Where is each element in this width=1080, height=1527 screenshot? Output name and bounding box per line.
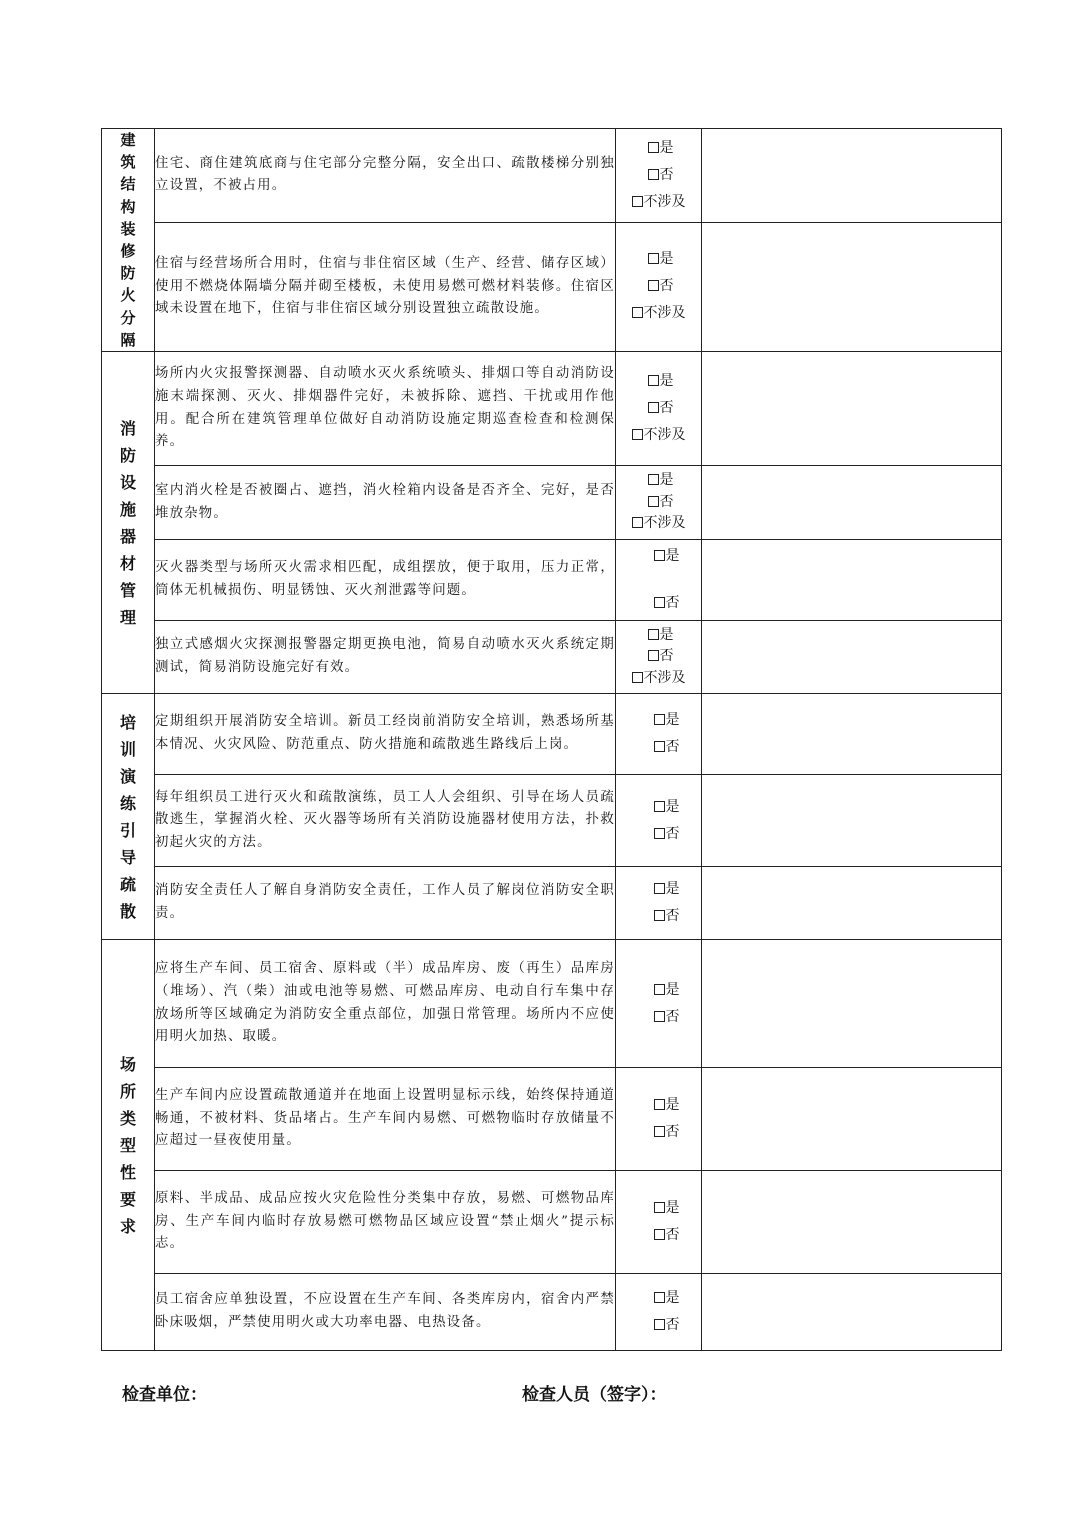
checkbox-icon[interactable] [648, 402, 659, 413]
option-no[interactable]: 否 [632, 395, 686, 422]
category-cell [102, 940, 155, 1351]
item-text: 消防安全责任人了解自身消防安全责任，工作人员了解岗位消防安全职责。 [155, 883, 615, 922]
option-na[interactable]: 不涉及 [632, 668, 686, 690]
checkbox-icon[interactable] [632, 672, 643, 683]
option-no[interactable]: 否 [632, 492, 686, 514]
option-yes[interactable]: 是 [638, 876, 680, 903]
category-cell [102, 694, 155, 940]
item-text: 定期组织开展消防安全培训。新员工经岗前消防安全培训，熟悉场所基本情况、火灾风险、防范重点、防火措施和疏散逃生路线后上岗。 [155, 714, 615, 753]
item-cell [155, 466, 616, 540]
item-text: 每年组织员工进行灭火和疏散演练，员工人人会组织、引导在场人员疏散逃生，掌握消火栓、灭火器等场所有关消防设施器材使用方法，扑救初起火灾的方法。 [155, 789, 615, 850]
category-label: 消防设施器材管理 [119, 418, 136, 627]
item-text: 住宅、商住建筑底商与住宅部分完整分隔，安全出口、疏散楼梯分别独立设置，不被占用。 [155, 155, 615, 194]
item-cell [155, 1171, 616, 1274]
option-no[interactable]: 否 [638, 821, 680, 848]
item-cell [155, 1274, 616, 1351]
category-label: 场所类型性要求 [119, 1054, 136, 1236]
option-no[interactable]: 否 [632, 162, 686, 189]
item-text: 应将生产车间、员工宿舍、原料或（半）成品库房、废（再生）品库房（堆场）、汽（柴）油或电池等易燃、可燃品库房、电动自行车集中存放场所等区域确定为消防安全重点部位，加强日常管理。场所内不应使用明火加热、取暖。 [155, 961, 615, 1045]
option-no[interactable]: 否 [632, 273, 686, 300]
remark-cell[interactable] [702, 775, 1002, 867]
table-row [102, 775, 1002, 867]
checkbox-icon[interactable] [632, 429, 643, 440]
checkbox-icon[interactable] [648, 650, 659, 661]
option-yes[interactable]: 是 [638, 794, 680, 821]
checkbox-icon[interactable] [654, 741, 665, 752]
table-row [102, 940, 1002, 1068]
remark-cell[interactable] [702, 694, 1002, 775]
item-cell [155, 352, 616, 466]
item-cell [155, 1068, 616, 1171]
checkbox-icon[interactable] [632, 196, 643, 207]
item-cell [155, 222, 616, 351]
checkbox-icon[interactable] [648, 169, 659, 180]
table-row [102, 867, 1002, 940]
option-na[interactable]: 不涉及 [632, 300, 686, 327]
option-yes[interactable]: 是 [632, 135, 686, 162]
checkbox-icon[interactable] [654, 984, 665, 995]
remark-cell[interactable] [702, 222, 1002, 351]
option-no[interactable]: 否 [638, 734, 680, 761]
item-cell [155, 940, 616, 1068]
remark-cell[interactable] [702, 867, 1002, 940]
checkbox-icon[interactable] [654, 1126, 665, 1137]
options-cell [616, 940, 702, 1068]
checkbox-icon[interactable] [654, 1099, 665, 1110]
checkbox-icon[interactable] [654, 1202, 665, 1213]
category-label: 培训演练引导疏散 [119, 712, 136, 921]
table-row [102, 222, 1002, 351]
checkbox-icon[interactable] [632, 307, 643, 318]
option-yes[interactable]: 是 [638, 707, 680, 734]
checkbox-icon[interactable] [648, 253, 659, 264]
item-text: 场所内火灾报警探测器、自动喷水灭火系统喷头、排烟口等自动消防设施末端探测、灭火、排烟器件完好，未被拆除、遮挡、干扰或用作他用。配合所在建筑管理单位做好自动消防设施定期巡查检查和检测保养。 [155, 366, 615, 450]
option-yes[interactable]: 是 [638, 1092, 680, 1119]
options-cell [616, 352, 702, 466]
checkbox-icon[interactable] [654, 1229, 665, 1240]
table-row [102, 1068, 1002, 1171]
checkbox-icon[interactable] [648, 375, 659, 386]
checkbox-icon[interactable] [648, 496, 659, 507]
table-row [102, 621, 1002, 694]
option-na[interactable]: 不涉及 [632, 422, 686, 449]
checkbox-icon[interactable] [648, 142, 659, 153]
checkbox-icon[interactable] [654, 828, 665, 839]
option-no[interactable]: 否 [632, 646, 686, 668]
option-na[interactable]: 不涉及 [632, 189, 686, 216]
option-no[interactable]: 否 [638, 1119, 680, 1146]
option-no[interactable]: 否 [638, 590, 680, 617]
item-cell [155, 694, 616, 775]
item-text: 生产车间内应设置疏散通道并在地面上设置明显标示线，始终保持通道畅通，不被材料、货品堵占。生产车间内易燃、可燃物临时存放储量不应超过一昼夜使用量。 [155, 1088, 615, 1149]
checkbox-icon[interactable] [654, 801, 665, 812]
option-yes[interactable]: 是 [632, 625, 686, 647]
table-row [102, 1171, 1002, 1274]
item-cell [155, 621, 616, 694]
category-label: 建筑结构装修防火分隔 [120, 131, 136, 349]
item-cell [155, 540, 616, 621]
item-text: 员工宿舍应单独设置，不应设置在生产车间、各类库房内，宿舍内严禁卧床吸烟，严禁使用明火或大功率电器、电热设备。 [155, 1292, 615, 1331]
category-cell [102, 352, 155, 694]
table-row [102, 466, 1002, 540]
checkbox-icon[interactable] [654, 910, 665, 921]
item-text: 室内消火栓是否被圈占、遮挡，消火栓箱内设备是否齐全、完好，是否堆放杂物。 [155, 482, 615, 521]
remark-cell[interactable] [702, 1274, 1002, 1351]
checkbox-icon[interactable] [654, 1011, 665, 1022]
checkbox-icon[interactable] [654, 714, 665, 725]
options-cell [616, 1274, 702, 1351]
checkbox-icon[interactable] [654, 550, 665, 561]
option-na[interactable]: 不涉及 [632, 513, 686, 535]
options-cell [616, 694, 702, 775]
options-cell [616, 867, 702, 940]
inspection-unit-label: 检查单位： [122, 1385, 207, 1405]
options-cell [616, 1171, 702, 1274]
remark-cell[interactable] [702, 466, 1002, 540]
options-cell [616, 1068, 702, 1171]
item-text: 独立式感烟火灾探测报警器定期更换电池，简易自动喷水灭火系统定期测试，简易消防设施完好有效。 [155, 637, 615, 676]
option-yes[interactable]: 是 [632, 246, 686, 273]
remark-cell[interactable] [702, 540, 1002, 621]
inspector-signature-label: 检查人员（签字）： [522, 1385, 667, 1405]
item-cell [155, 867, 616, 940]
item-text: 住宿与经营场所合用时，住宿与非住宿区域（生产、经营、储存区域）使用不燃烧体隔墙分隔并砌至楼板，未使用易燃可燃材料装修。住宿区域未设置在地下，住宿与非住宿区域分别设置独立疏散设施。 [155, 256, 615, 317]
options-cell [616, 775, 702, 867]
item-cell [155, 129, 616, 223]
checkbox-icon[interactable] [654, 597, 665, 608]
checkbox-icon[interactable] [654, 1292, 665, 1303]
inspection-table [101, 128, 1002, 1351]
table-row [102, 694, 1002, 775]
remark-cell[interactable] [702, 1068, 1002, 1171]
option-yes[interactable]: 是 [638, 1285, 680, 1312]
option-yes[interactable]: 是 [632, 368, 686, 395]
item-text: 原料、半成品、成品应按火灾危险性分类集中存放，易燃、可燃物品库房、生产车间内临时存放易燃可燃物品区域应设置“禁止烟火”提示标志。 [155, 1191, 615, 1252]
item-text: 灭火器类型与场所灭火需求相匹配，成组摆放，便于取用，压力正常，筒体无机械损伤、明显锈蚀、灭火剂泄露等问题。 [155, 560, 615, 599]
checkbox-icon[interactable] [654, 883, 665, 894]
category-cell [102, 129, 155, 352]
options-cell [616, 222, 702, 351]
table-row [102, 129, 1002, 223]
remark-cell[interactable] [702, 1171, 1002, 1274]
options-cell [616, 540, 702, 621]
option-yes[interactable]: 是 [638, 543, 680, 570]
checkbox-icon[interactable] [648, 280, 659, 291]
checkbox-icon[interactable] [648, 629, 659, 640]
table-row [102, 540, 1002, 621]
remark-cell[interactable] [702, 621, 1002, 694]
options-cell [616, 129, 702, 223]
checkbox-icon[interactable] [654, 1319, 665, 1330]
options-cell [616, 466, 702, 540]
option-yes[interactable]: 是 [638, 1195, 680, 1222]
remark-cell[interactable] [702, 129, 1002, 223]
checkbox-icon[interactable] [648, 474, 659, 485]
table-row [102, 352, 1002, 466]
option-no[interactable]: 否 [638, 1004, 680, 1031]
option-no[interactable]: 否 [638, 903, 680, 930]
option-yes[interactable]: 是 [638, 977, 680, 1004]
remark-cell[interactable] [702, 940, 1002, 1068]
option-no[interactable]: 否 [638, 1312, 680, 1339]
option-no[interactable]: 否 [638, 1222, 680, 1249]
option-yes[interactable]: 是 [632, 470, 686, 492]
table-row [102, 1274, 1002, 1351]
checkbox-icon[interactable] [632, 517, 643, 528]
remark-cell[interactable] [702, 352, 1002, 466]
item-cell [155, 775, 616, 867]
options-cell [616, 621, 702, 694]
